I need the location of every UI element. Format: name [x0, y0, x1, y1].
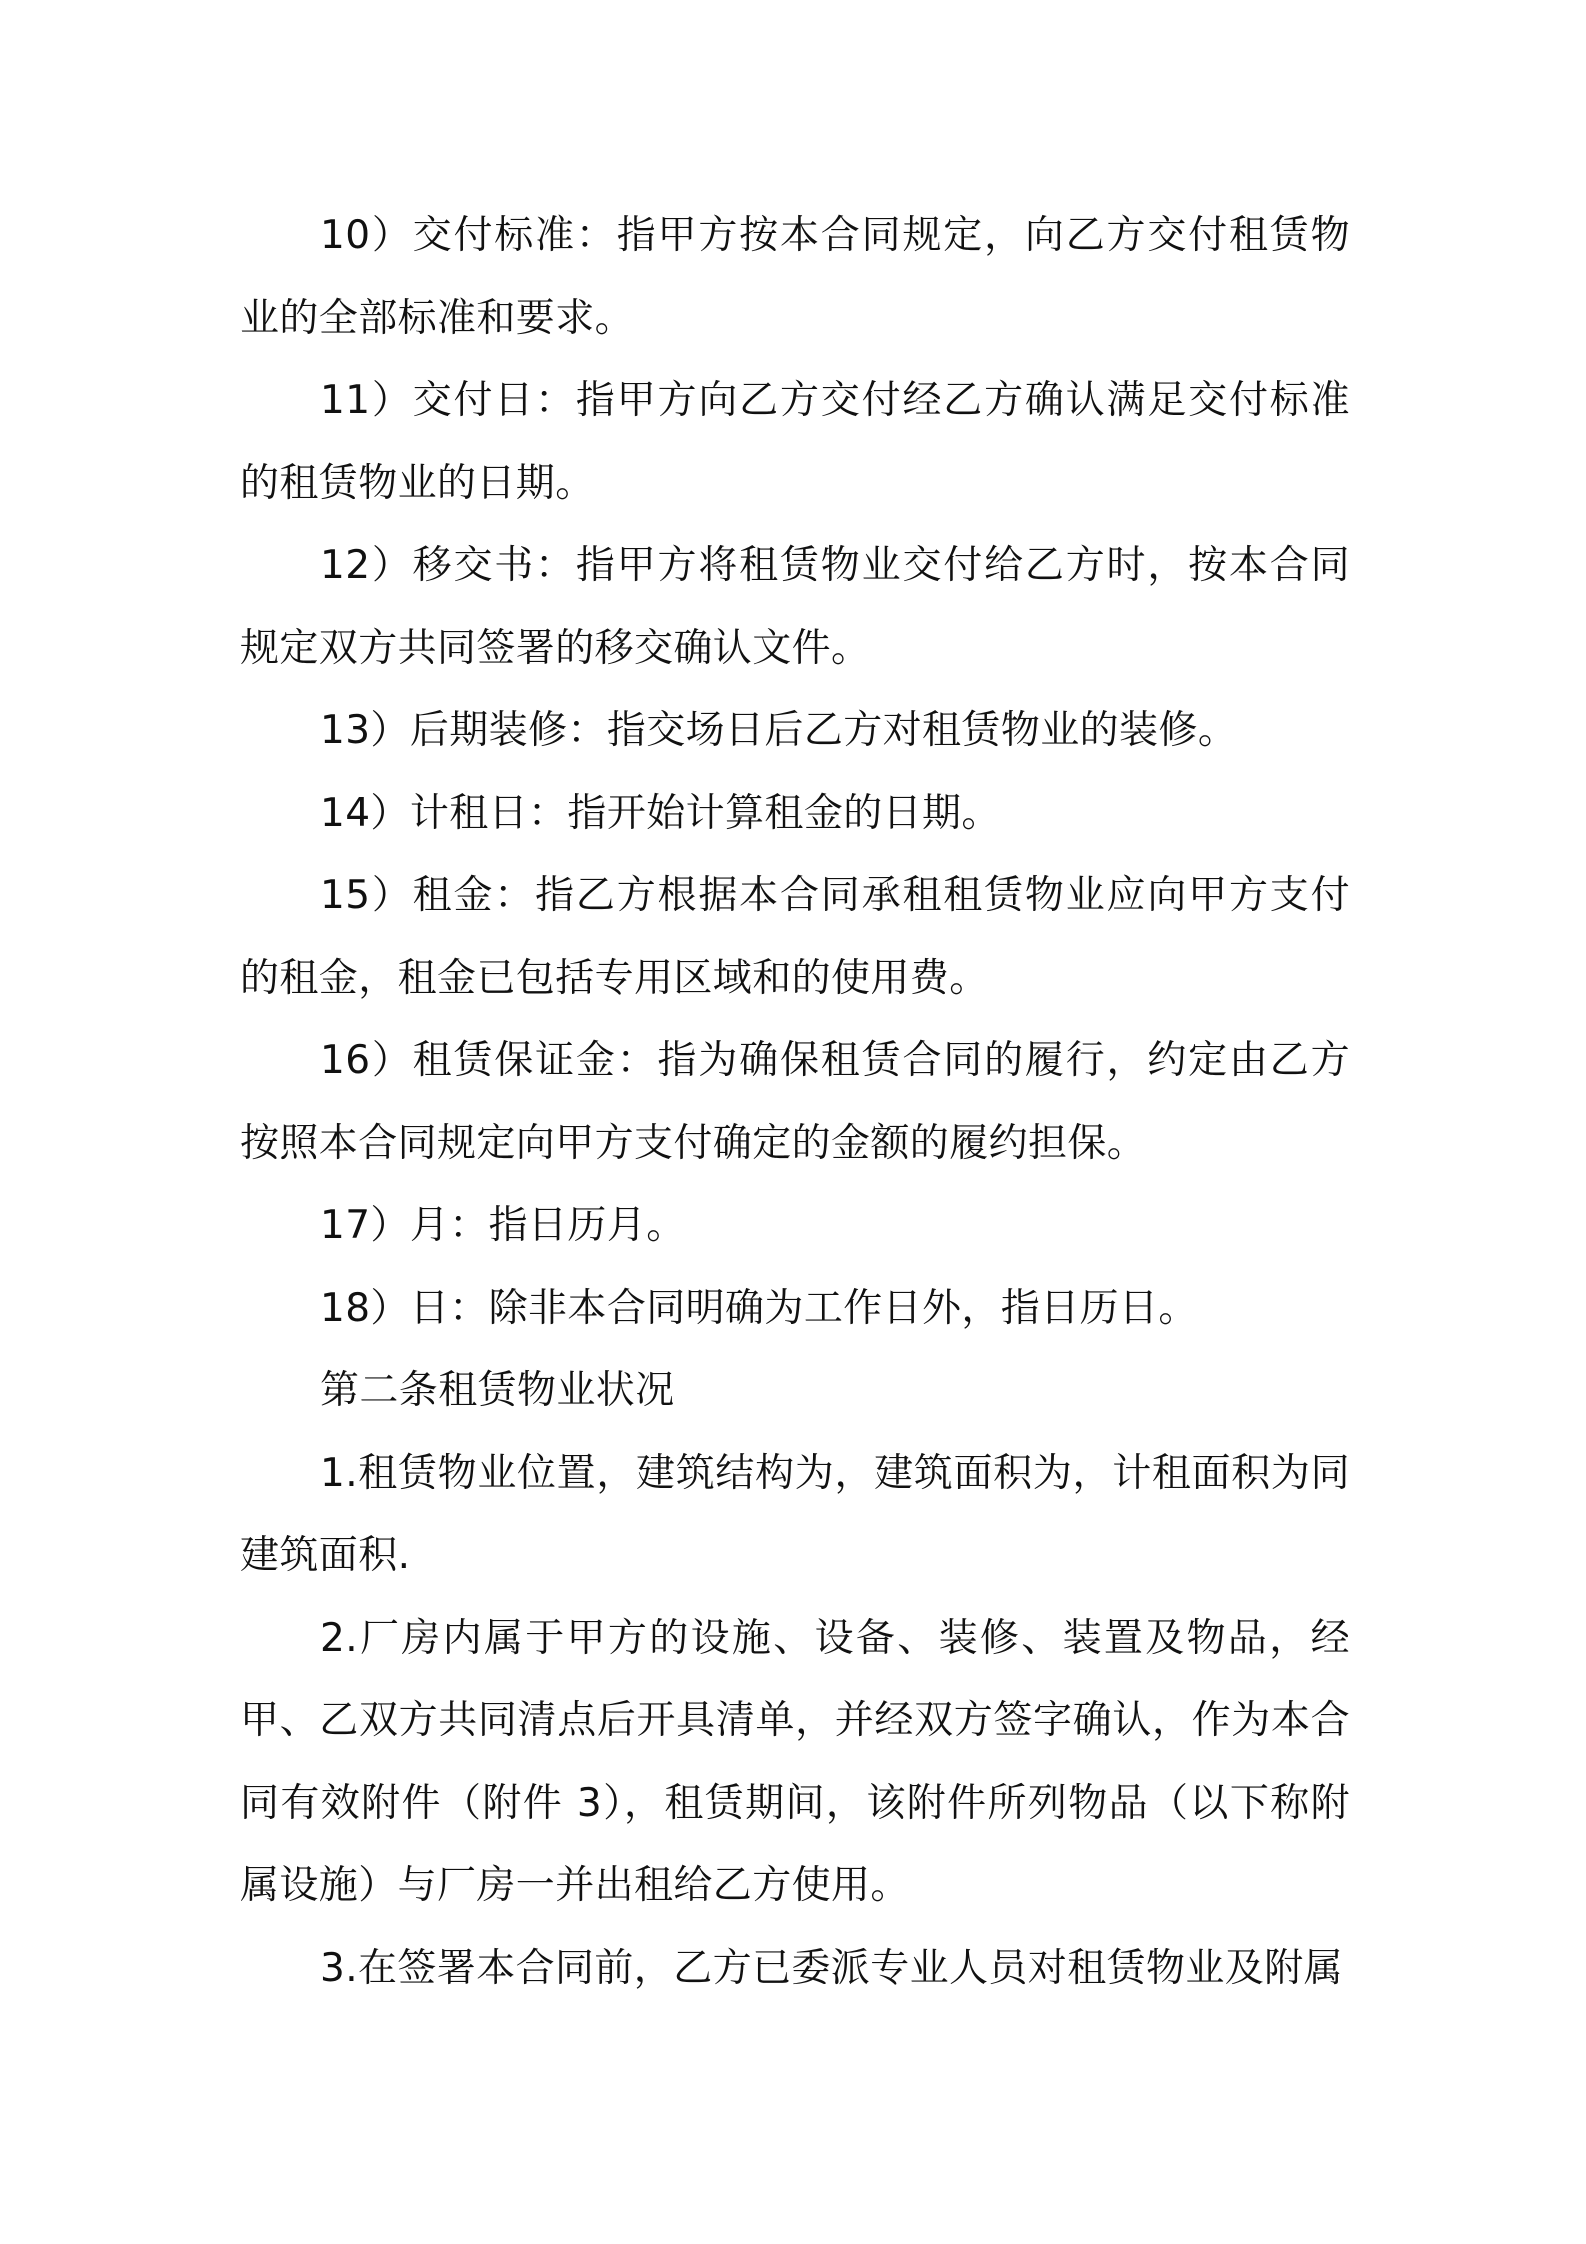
section-item-inspection: 3.在签署本合同前，乙方已委派专业人员对租赁物业及附属: [320, 1945, 1344, 1991]
clause-day: 18）日：除非本合同明确为工作日外，指日历日。: [320, 1285, 1198, 1331]
clause-later-decoration: 13）后期装修：指交场日后乙方对租赁物业的装修。: [320, 708, 1238, 753]
clause-delivery-date: 11）交付日：指甲方向乙方交付经乙方确认满足交付标准的租赁物业的日期。: [240, 378, 1350, 506]
clause-month: 17）月：指日历月。: [320, 1203, 686, 1248]
clause-rent: 15）租金：指乙方根据本合同承租租赁物业应向甲方支付的租金，租金已包括专用区域和的使用费。: [240, 873, 1350, 1001]
section-title: 第二条租赁物业状况: [320, 1368, 675, 1413]
document-body: [240, 195, 1350, 2010]
clause-security-deposit: 16）租赁保证金：指为确保租赁合同的履行，约定由乙方按照本合同规定向甲方支付确定的金额的履约担保。: [240, 1038, 1350, 1166]
clause-delivery-standard: 10）交付标准：指甲方按本合同规定，向乙方交付租赁物业的全部标准和要求。: [240, 213, 1350, 341]
section-item-facilities: 2.厂房内属于甲方的设施、设备、装修、装置及物品，经甲、乙双方共同清点后开具清单，并经双方签字确认，作为本合同有效附件（附件 3），租赁期间，该附件所列物品（以下称附属设施）与厂房一并出租给乙方使用。: [240, 1615, 1350, 1908]
clause-rent-start-date: 14）计租日：指开始计算租金的日期。: [320, 790, 1001, 836]
clause-handover-document: 12）移交书：指甲方将租赁物业交付给乙方时，按本合同规定双方共同签署的移交确认文件。: [240, 543, 1350, 671]
section-item-location: 1.租赁物业位置，建筑结构为，建筑面积为，计租面积为同建筑面积.: [240, 1450, 1350, 1578]
